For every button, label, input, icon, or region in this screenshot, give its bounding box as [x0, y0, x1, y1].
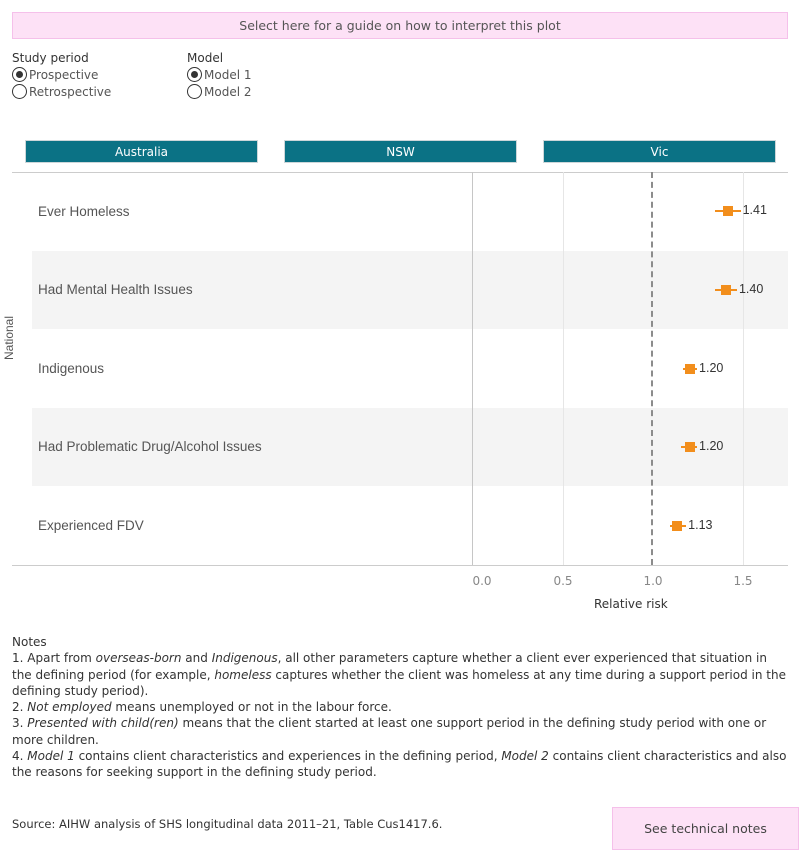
panel-tab-vic[interactable]: Vic	[543, 140, 776, 163]
x-axis-title: Relative risk	[594, 597, 668, 611]
reference-line	[651, 172, 653, 565]
value-label: 1.40	[738, 282, 764, 296]
study-period-title: Study period	[12, 51, 89, 65]
notes-heading: Notes	[12, 635, 47, 649]
radio-label: Model 1	[204, 67, 252, 82]
notes	[12, 634, 788, 781]
row-label: Ever Homeless	[38, 204, 130, 219]
point-estimate-marker[interactable]	[672, 521, 682, 531]
x-tick-label: 1.0	[643, 574, 663, 588]
source-text: Source: AIHW analysis of SHS longitudinal data 2011–21, Table Cus1417.6.	[12, 817, 443, 831]
model-title: Model	[187, 51, 224, 65]
row-label: Had Mental Health Issues	[38, 282, 193, 297]
chart-top-border	[12, 172, 788, 173]
point-estimate-marker[interactable]	[721, 285, 731, 295]
radio-label: Model 2	[204, 84, 252, 99]
x-axis-line	[12, 565, 788, 566]
zero-line	[472, 172, 473, 565]
point-estimate-marker[interactable]	[685, 442, 695, 452]
gridline	[563, 172, 564, 565]
panel-tab-nsw[interactable]: NSW	[284, 140, 517, 163]
note-item: 1. Apart from overseas-born and Indigenous, all other parameters capture whether a client ever experienced that situation in the defining period (for example, homeless captures whether the client was homeless at any time during a support period in the defining study period).	[12, 651, 786, 698]
note-item: 3. Presented with child(ren) means that the client started at least one support period in the defining study period with one or more children.	[12, 716, 767, 747]
interpretation-guide-button[interactable]: Select here for a guide on how to interpret this plot	[12, 12, 788, 39]
value-label: 1.20	[699, 439, 724, 453]
panel-tab-australia[interactable]: Australia	[25, 140, 258, 163]
technical-notes-button[interactable]: See technical notes	[612, 807, 799, 850]
value-label: 1.20	[699, 361, 724, 375]
value-label: 1.41	[742, 203, 767, 217]
radio-label: Prospective	[29, 67, 99, 82]
note-item: 2. Not employed means unemployed or not in the labour force.	[12, 700, 392, 715]
row-group-label: National	[2, 315, 16, 360]
point-estimate-marker[interactable]	[685, 364, 695, 374]
x-tick-label: 1.5	[733, 574, 753, 588]
notes-list	[12, 650, 788, 780]
gridline	[743, 172, 744, 565]
point-estimate-marker[interactable]	[723, 206, 733, 216]
note-item: 4. Model 1 contains client characteristics and experiences in the defining period, Model 2 contains client characteristics and also the reasons for seeking support in the defining study period.	[12, 749, 787, 780]
radio-label: Retrospective	[29, 84, 112, 99]
row-label: Indigenous	[38, 361, 105, 376]
x-tick-label: 0.5	[553, 574, 573, 588]
x-tick-label: 0.0	[472, 574, 492, 588]
row-label: Experienced FDV	[38, 518, 144, 533]
row-label: Had Problematic Drug/Alcohol Issues	[38, 439, 262, 454]
value-label: 1.13	[688, 518, 713, 532]
